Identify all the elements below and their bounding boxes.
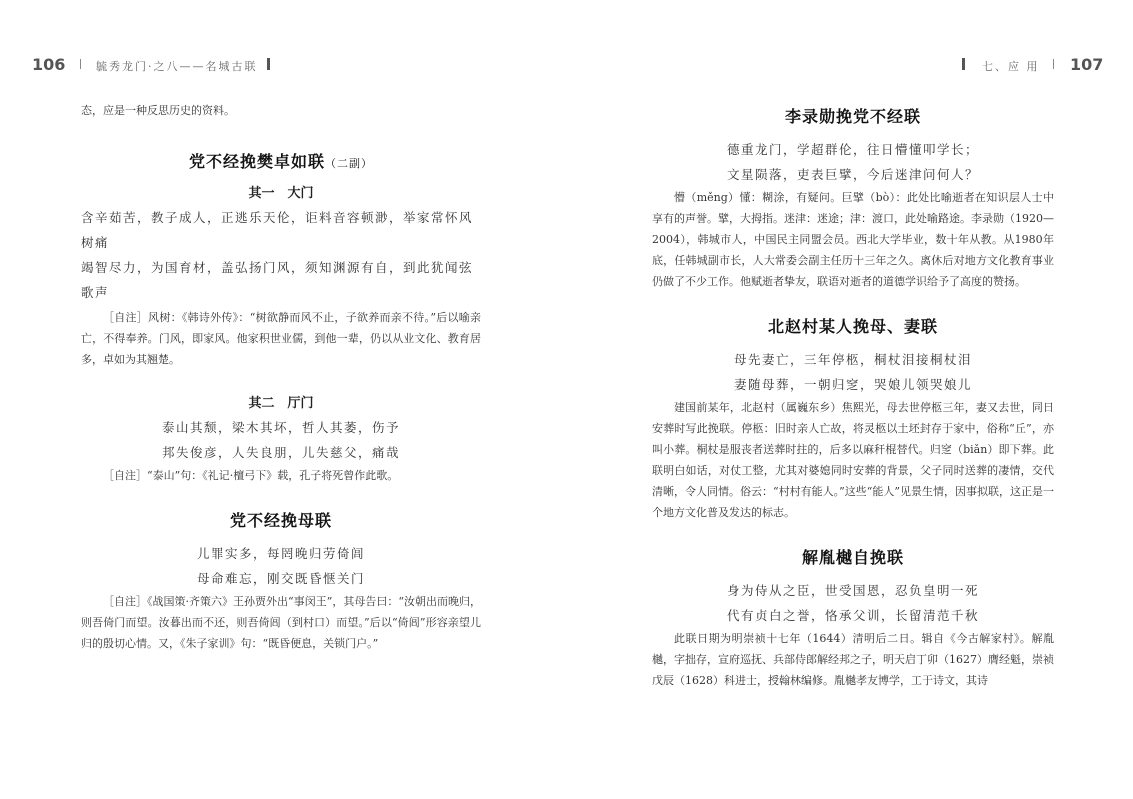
section-title: 解胤樾自挽联 bbox=[801, 548, 904, 567]
couplet-line: 邦失俊彦，人失良朋，儿失慈父，痛哉 bbox=[161, 445, 400, 460]
section-title: 党不经挽母联 bbox=[229, 511, 332, 530]
annotation-paragraph: 懵（měng）懂：糊涂，有疑问。巨擘（bò）：此处比喻逝者在知识层人士中享有的声誉。擘，大拇指。迷津：迷途；津：渡口，此处喻路途。李录勋（1920—2004），韩城市人，中国民主同盟会员。西北大学毕业，数十年从教。从1980年底，任韩城副市长，人大常委会副主任历十三年之久。离休后对地方文化教育事业仍做了不少工作。他赋逝者挚友，联语对逝者的道德学识给予了高度的赞扬。 bbox=[652, 191, 1054, 288]
annotation-paragraph: ［自注］《战国策·齐策六》王孙贾外出“事闵王”，其母告曰：“汝朝出而晚归，则吾倚门而望。汝暮出而不还，则吾倚闾（到村口）而望。”后以“倚闾”形容亲望儿归的殷切心情。又，《朱子家训》句：“既昏便息，关锁门户。” bbox=[81, 595, 481, 650]
header-marker-bar bbox=[267, 58, 270, 70]
header-marker-bar bbox=[962, 58, 965, 70]
couplet-line: 泰山其颓，梁木其坏，哲人其萎，伤予 bbox=[161, 420, 400, 435]
couplet-line: 母先妻亡，三年停柩，桐杖泪接桐杖泪 bbox=[733, 352, 972, 367]
right-page-number: 107 bbox=[1070, 55, 1104, 74]
couplet-line: 妻随母葬，一朝归窆，哭娘儿领哭娘儿 bbox=[733, 377, 972, 392]
right-running-title: 七、应 用 bbox=[982, 60, 1040, 73]
couplet-line: 树痛 bbox=[81, 235, 110, 250]
section-title-note: （二副） bbox=[325, 157, 373, 170]
section-title: 李录勋挽党不经联 bbox=[784, 107, 921, 126]
header-separator bbox=[80, 59, 81, 69]
header-separator bbox=[1053, 59, 1054, 69]
subheading: 其一 大门 bbox=[248, 186, 314, 201]
opening-text: 态，应是一种反思历史的资料。 bbox=[81, 104, 235, 117]
right-page bbox=[652, 100, 1054, 691]
couplet-line: 含辛茹苦，教子成人，正逃乐天伦，讵料音容顿渺，举家常怀风 bbox=[81, 210, 474, 225]
couplet-line: 儿罪实多，每罔晚归劳倚闾 bbox=[196, 546, 365, 561]
annotation-paragraph: 此联日期为明崇祯十七年（1644）清明后二日。辑自《今古解家村》。解胤樾，字拙存，宣府巡抚、兵部侍郎解经邦之子，明天启丁卯（1627）膺经魁，崇祯戊辰（1628）科进士，授翰林编修。胤樾孝友博学，工于诗文，其诗 bbox=[652, 632, 1054, 687]
couplet-line: 母命难忘，刚交既昏惬关门 bbox=[196, 571, 365, 586]
couplet-line: 代有贞白之誉，恪承父训，长留清范千秋 bbox=[726, 608, 979, 623]
left-running-title: 毓秀龙门·之八——名城古联 bbox=[96, 60, 258, 73]
couplet-line: 身为侍从之臣，世受国恩，忍负皇明一死 bbox=[726, 583, 979, 598]
section-title: 北赵村某人挽母、妻联 bbox=[767, 317, 938, 336]
left-page bbox=[81, 100, 481, 654]
left-page-number: 106 bbox=[32, 55, 66, 74]
couplet-line: 歌声 bbox=[81, 285, 110, 300]
section-title bbox=[81, 149, 481, 172]
section-title-text: 党不经挽樊卓如联 bbox=[188, 152, 325, 171]
couplet-line: 竭智尽力，为国育材，盖弘扬门风，须知渊源有自，到此犹闻弦 bbox=[81, 260, 474, 275]
annotation-paragraph: ［自注］风树：《韩诗外传》：“树欲静而风不止，子欲养而亲不待。”后以喻亲亡，不得奉养。门风，即家风。他家积世业儒，到他一辈，仍以从业文化、教育居多，卓如为其翘楚。 bbox=[81, 311, 481, 366]
couplet-line: 文星陨落，吏表巨擘，今后迷津问何人？ bbox=[726, 167, 979, 182]
subheading: 其二 厅门 bbox=[248, 396, 314, 411]
annotation-paragraph: 建国前某年，北赵村（属巍东乡）焦熙光，母去世停柩三年，妻又去世，同日安葬时写此挽联。停柩：旧时亲人亡故，将灵柩以土坯封存于家中，俗称“丘”，亦叫小葬。桐杖是服丧者送葬时拄的，后多以麻秆棍替代。归窆（biǎn）即下葬。此联明白如话，对仗工整，尤其对婆媳同时安葬的背景，父子同时送葬的凄情，交代清晰，令人同情。俗云：“村村有能人。”这些“能人”见景生情，因事拟联，这正是一个地方文化普及发达的标志。 bbox=[652, 401, 1054, 519]
annotation-paragraph: ［自注］“泰山”句：《礼记·檀弓下》载，孔子将死曾作此歌。 bbox=[103, 469, 399, 482]
couplet-line: 德重龙门，学超群伦，往日懵懂叩学长； bbox=[726, 142, 979, 157]
